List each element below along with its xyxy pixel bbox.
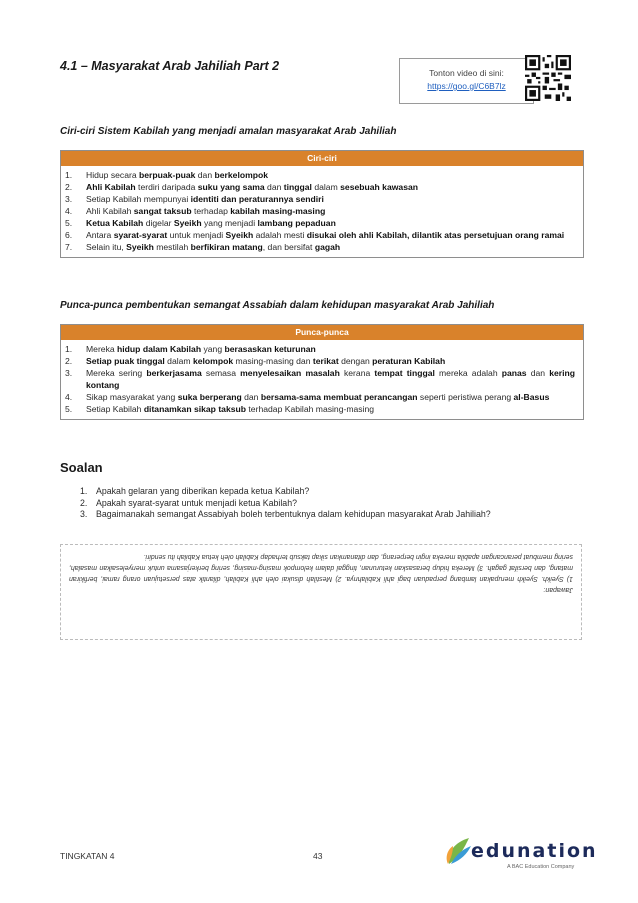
leaf-icon — [445, 836, 473, 866]
bold-text: ditanamkan sikap taksub — [143, 404, 247, 414]
list-item-text — [86, 181, 575, 193]
bold-text: suku yang sama — [197, 182, 265, 192]
list-item-number: 3. — [65, 368, 73, 378]
ciri-ciri-table-header: Ciri-ciri — [61, 151, 583, 166]
plain-text: Mereka sering — [86, 368, 147, 378]
plain-text: terhadap — [191, 206, 231, 216]
soalan-heading: Soalan — [60, 460, 103, 475]
plain-text: masing-masing dan — [233, 356, 313, 366]
plain-text: dengan — [338, 356, 373, 366]
bold-text: berkelompok — [214, 170, 269, 180]
list-item-text — [86, 343, 575, 355]
bold-text: lambang pepaduan — [257, 218, 336, 228]
question-item — [80, 509, 491, 521]
punca-punca-table-header: Punca-punca — [61, 325, 583, 340]
plain-text: dan — [264, 182, 284, 192]
list-item-text — [86, 217, 575, 229]
bold-text: peraturan Kabilah — [372, 356, 446, 366]
bold-text: berfikiran matang — [190, 242, 263, 252]
list-item — [65, 241, 575, 253]
plain-text: Setiap Kabilah — [86, 404, 144, 414]
list-item-number: 4. — [65, 392, 73, 402]
list-item — [65, 355, 575, 367]
plain-text: yang — [201, 344, 225, 354]
plain-text: adalah mesti — [253, 230, 307, 240]
bold-text: al-Basus — [513, 392, 550, 402]
bold-text: identiti dan peraturannya sendiri — [190, 194, 324, 204]
plain-text: Ahli Kabilah — [86, 206, 134, 216]
logo-tagline: A BAC Education Company — [507, 864, 575, 870]
list-item-number: 4. — [65, 206, 73, 216]
list-item — [65, 193, 575, 205]
bold-text: kabilah masing-masing — [230, 206, 326, 216]
plain-text: dan — [195, 170, 215, 180]
page-title: 4.1 – Masyarakat Arab Jahiliah Part 2 — [60, 59, 280, 73]
list-item-text — [86, 241, 575, 253]
plain-text: Setiap Kabilah mempunyai — [86, 194, 191, 204]
list-item-text — [86, 169, 575, 181]
bold-text: bersama-sama membuat perancangan — [260, 392, 418, 402]
plain-text: yang menjadi — [201, 218, 258, 228]
bold-text: Setiap puak tinggal — [86, 356, 165, 366]
plain-text: Selain itu, — [86, 242, 127, 252]
page-number: 43 — [313, 851, 323, 861]
plain-text: dalam — [311, 182, 341, 192]
list-item-number: 2. — [65, 356, 73, 366]
question-item — [80, 486, 491, 498]
list-item-text — [86, 193, 575, 205]
plain-text: terdiri daripada — [135, 182, 198, 192]
question-text: Apakah gelaran yang diberikan kepada ketua Kabilah? — [96, 486, 310, 496]
logo-wordmark: edunation — [471, 840, 598, 862]
plain-text: , dan bersifat — [262, 242, 315, 252]
ciri-ciri-table — [60, 150, 584, 258]
list-item — [65, 217, 575, 229]
plain-text: seperti peristiwa perang — [417, 392, 514, 402]
ciri-ciri-list — [61, 166, 583, 257]
answer-text: 1) Syeikh. Syeikh merupakan lambang perpaduan bagi ahli Kabilahnya. 2) Mestilah disukai oleh ahli Kabilah, dilantik atas persetujuan orang ramai, berfikiran matang, dan bersifat gagah. 3) Mereka hidup berasaskan keturunan, tinggal dalam kelompok masing-masing, sering berkerjasama untuk menyelesaikan masalah, sering membuat perancangan apabila mereka ingin berperang, dan ditanamkan sikap taksub terhadap Kabilah oleh ketua Kabilah itu sendiri. — [69, 553, 573, 582]
bold-text: panas — [501, 368, 527, 378]
list-item-text — [86, 367, 575, 391]
bold-text: hidup dalam Kabilah — [117, 344, 202, 354]
bold-text: Ahli Kabilah — [86, 182, 136, 192]
list-item — [65, 403, 575, 415]
list-item — [65, 205, 575, 217]
list-item-number: 5. — [65, 404, 73, 414]
bold-text: syarat-syarat — [113, 230, 168, 240]
list-item-text — [86, 205, 575, 217]
bold-text: kering kontang — [86, 368, 575, 390]
list-item — [65, 391, 575, 403]
question-list — [80, 486, 491, 521]
question-text: Bagaimanakah semangat Assabiyah boleh terbentuknya dalam kehidupan masyarakat Arab Jahiliah? — [96, 509, 491, 519]
plain-text: terhadap Kabilah masing-masing — [246, 404, 375, 414]
plain-text: kerana — [339, 368, 375, 378]
list-item-text — [86, 403, 575, 415]
plain-text: Sikap masyarakat yang — [86, 392, 178, 402]
bold-text: sesebuah kawasan — [340, 182, 419, 192]
answer-box — [60, 544, 582, 640]
plain-text: mestilah — [153, 242, 191, 252]
bold-text: berkerjasama — [146, 368, 202, 378]
video-box — [399, 58, 534, 104]
video-label: Tonton video di sini: — [429, 68, 504, 78]
plain-text: Antara — [86, 230, 114, 240]
list-item-number: 6. — [65, 230, 73, 240]
list-item-number: 5. — [65, 218, 73, 228]
bold-text: menyelesaikan masalah — [240, 368, 340, 378]
list-item — [65, 343, 575, 355]
bold-text: Syeikh — [225, 230, 254, 240]
bold-text: Ketua Kabilah — [86, 218, 144, 228]
bold-text: kelompok — [192, 356, 234, 366]
question-number: 1. — [80, 486, 88, 496]
plain-text: dan — [241, 392, 261, 402]
bold-text: berpuak-puak — [139, 170, 196, 180]
bold-text: tinggal — [283, 182, 312, 192]
list-item — [65, 181, 575, 193]
list-item-text — [86, 391, 575, 403]
plain-text: dalam — [164, 356, 193, 366]
section1-title: Ciri-ciri Sistem Kabilah yang menjadi amalan masyarakat Arab Jahiliah — [60, 126, 397, 137]
qr-code-icon[interactable] — [525, 55, 571, 101]
plain-text: Mereka — [86, 344, 118, 354]
plain-text: Hidup secara — [86, 170, 140, 180]
question-item — [80, 498, 491, 510]
plain-text: dan — [526, 368, 550, 378]
list-item-number: 1. — [65, 344, 73, 354]
video-link[interactable]: https://goo.gl/C6B7lz — [427, 81, 506, 91]
question-number: 2. — [80, 497, 88, 508]
punca-punca-table — [60, 324, 584, 420]
plain-text: untuk menjadi — [167, 230, 226, 240]
list-item-text — [86, 229, 575, 241]
footer-level: TINGKATAN 4 — [60, 851, 115, 861]
bold-text: terikat — [312, 356, 339, 366]
bold-text: gagah — [314, 242, 341, 252]
list-item-number: 3. — [65, 194, 73, 204]
bold-text: berasaskan keturunan — [224, 344, 316, 354]
punca-punca-list — [61, 340, 583, 419]
bold-text: disukai oleh ahli Kabilah, dilantik atas persetujuan orang ramai — [306, 230, 565, 240]
plain-text: semasa — [201, 368, 241, 378]
bold-text: Syeikh — [173, 218, 202, 228]
plain-text: digelar — [143, 218, 174, 228]
question-text: Apakah syarat-syarat untuk menjadi ketua Kabilah? — [96, 497, 297, 508]
list-item-text — [86, 355, 575, 367]
list-item — [65, 229, 575, 241]
bold-text: sangat taksub — [133, 206, 192, 216]
plain-text: mereka adalah — [434, 368, 502, 378]
list-item-number: 7. — [65, 242, 73, 252]
question-number: 3. — [80, 509, 88, 519]
bold-text: Syeikh — [126, 242, 154, 252]
list-item-number: 2. — [65, 182, 73, 192]
edunation-logo — [445, 836, 598, 874]
list-item-number: 1. — [65, 170, 73, 180]
bold-text: tempat tinggal — [374, 368, 435, 378]
list-item — [65, 367, 575, 391]
section2-title: Punca-punca pembentukan semangat Assabiah dalam kehidupan masyarakat Arab Jahiliah — [60, 300, 495, 311]
bold-text: suka berperang — [177, 392, 242, 402]
list-item — [65, 169, 575, 181]
answer-label: Jawapan: — [543, 586, 573, 593]
